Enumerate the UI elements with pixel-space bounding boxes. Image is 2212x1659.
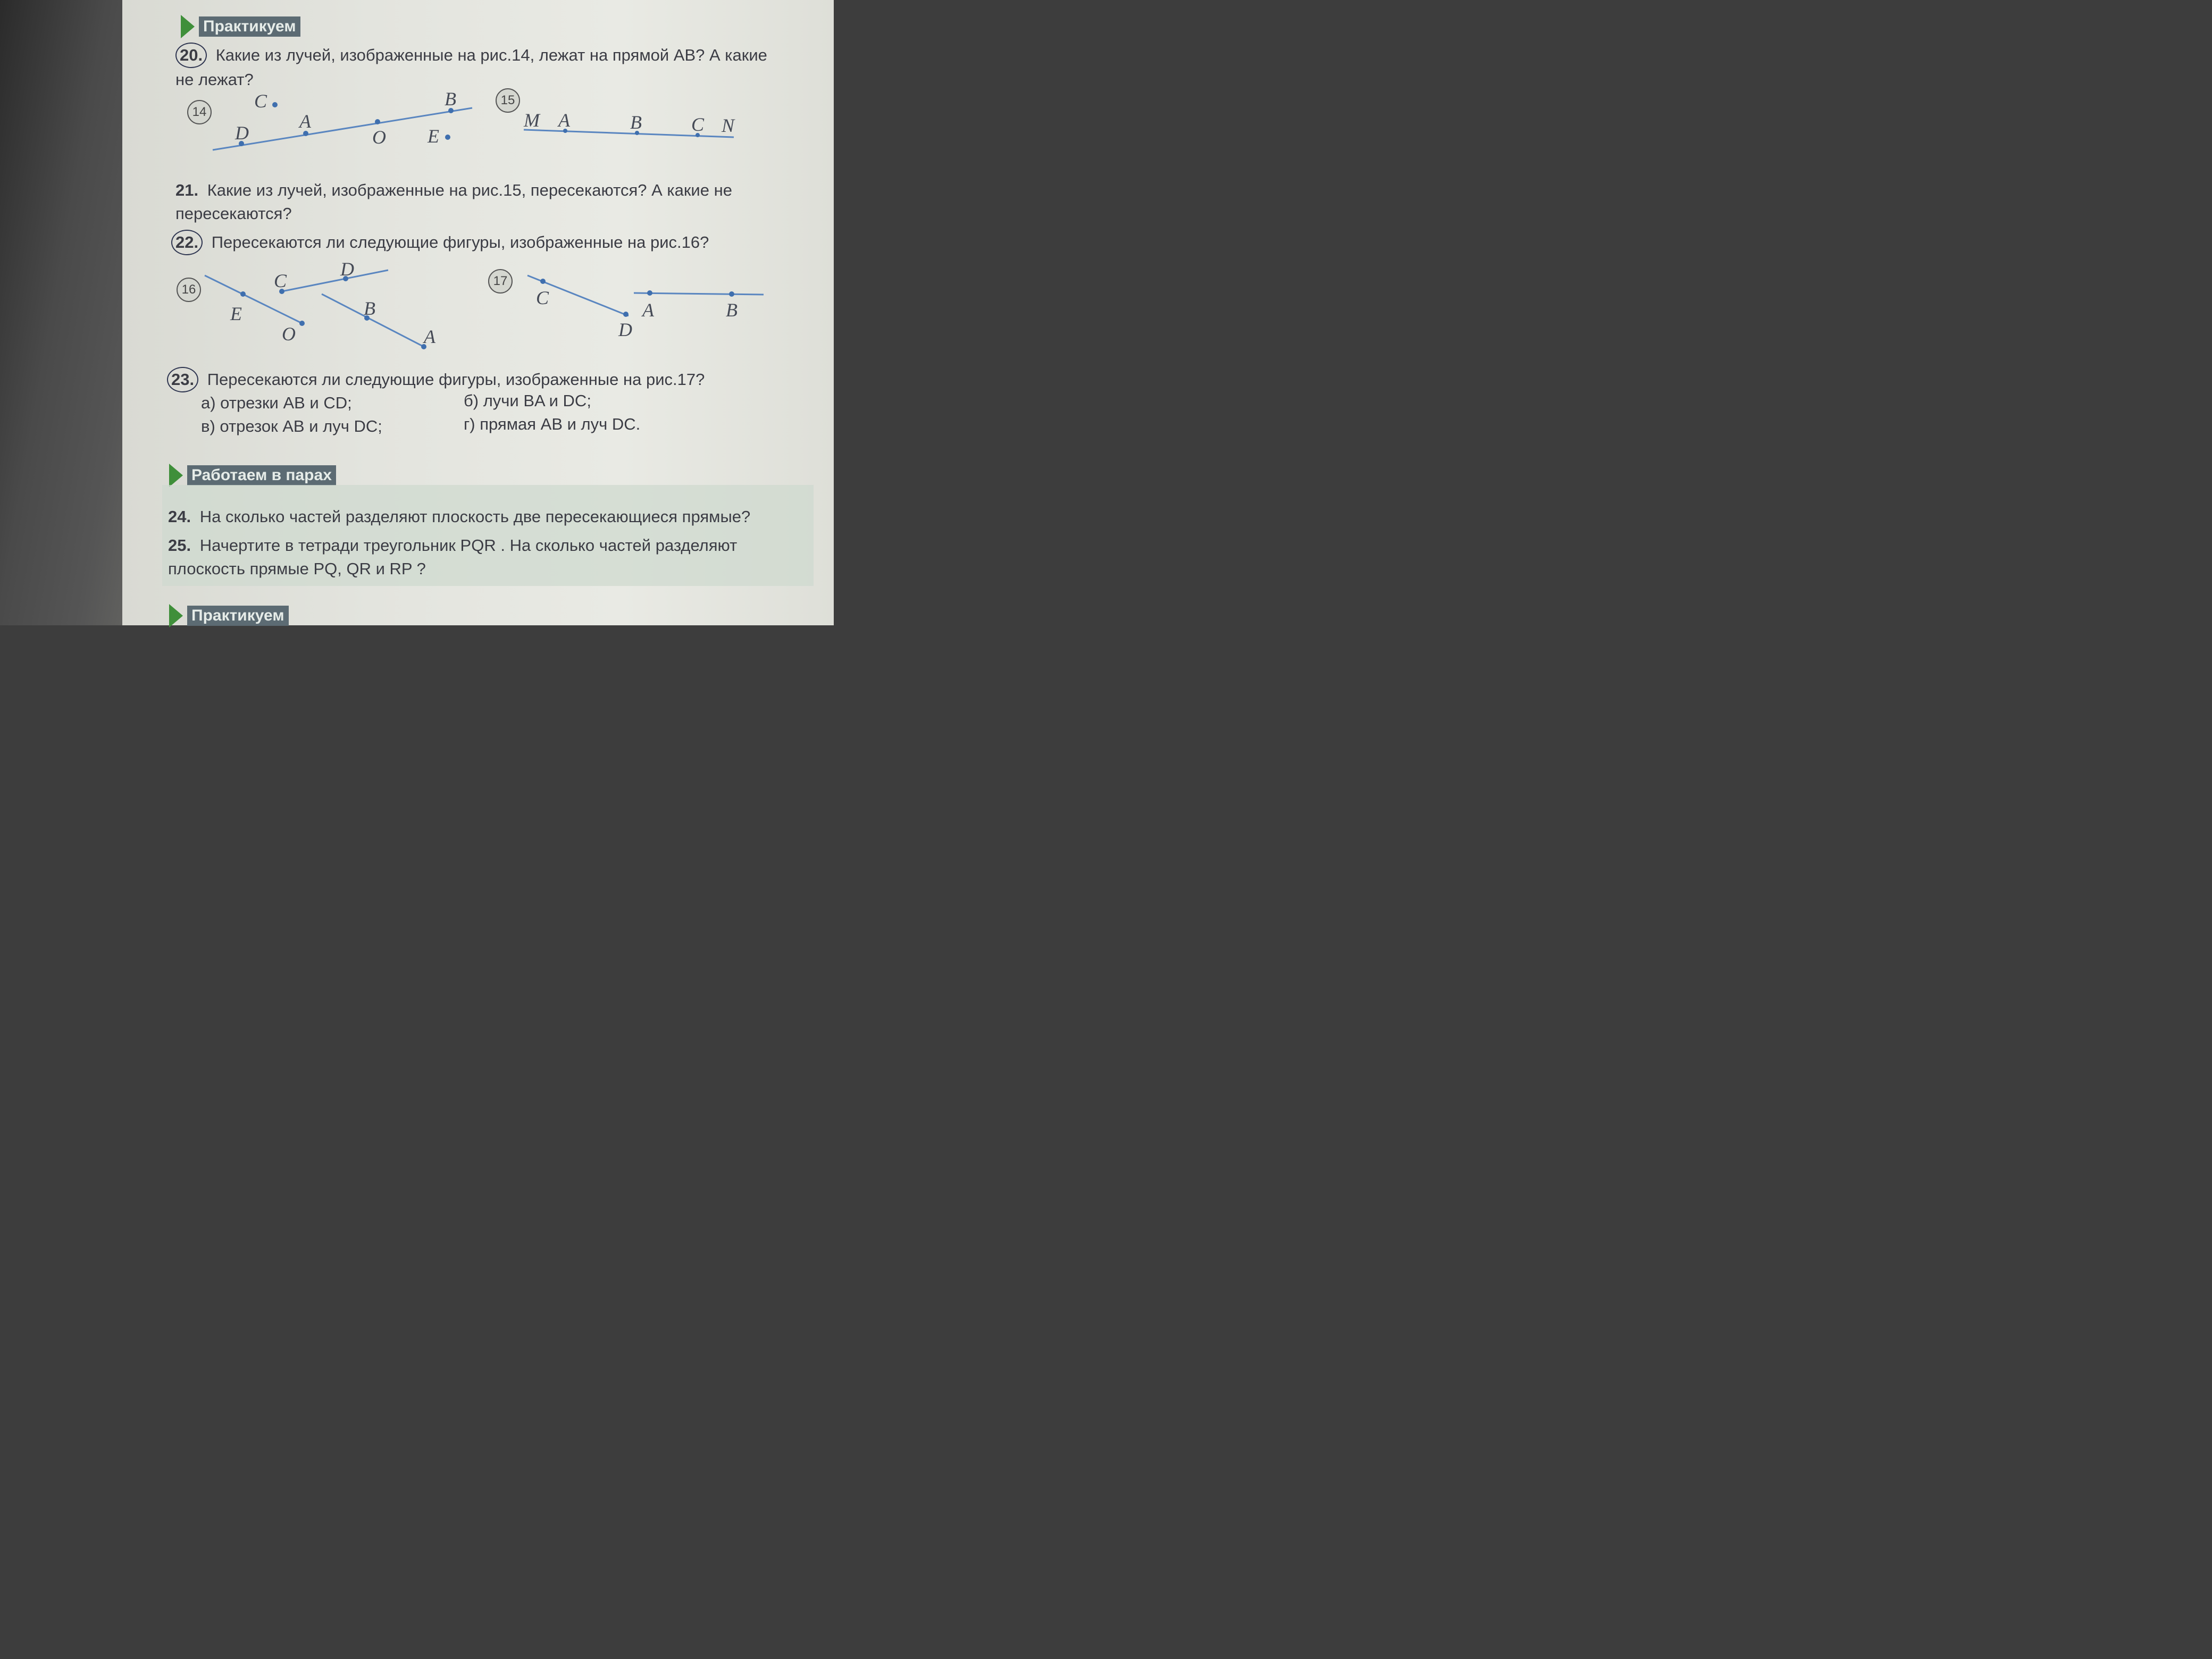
label-a: A	[299, 111, 311, 132]
task-text: Начертите в тетради треугольник PQR . На сколько частей разделяют плоскость прямые PQ, QR и RP ?	[168, 536, 738, 578]
label-n: N	[722, 115, 735, 136]
point-c	[272, 102, 278, 107]
task-number: 20.	[175, 43, 207, 68]
section-header-pairs	[169, 464, 336, 487]
segment-eo	[205, 275, 302, 323]
figure-15	[523, 110, 735, 137]
task-24	[168, 505, 811, 529]
chevron-icon	[169, 604, 183, 627]
ray-cd	[282, 270, 388, 291]
point-b	[729, 291, 734, 297]
label-a: A	[558, 110, 570, 131]
label-o: O	[282, 323, 296, 345]
figure-badge-17: 17	[488, 269, 513, 294]
task-number: 24.	[168, 507, 191, 526]
figure-badge-15: 15	[496, 88, 520, 113]
point-e	[445, 135, 450, 140]
point-d	[623, 312, 629, 317]
section-title: Работаем в парах	[187, 465, 336, 485]
label-b: B	[630, 112, 642, 133]
task-number: 23.	[167, 367, 198, 392]
task-text: Пересекаются ли следующие фигуры, изображенные на рис.16?	[211, 233, 709, 252]
figure-17	[527, 275, 764, 340]
task-22	[171, 230, 777, 255]
task-number: 21.	[175, 181, 199, 199]
label-c: C	[254, 90, 267, 112]
figure-16	[205, 258, 436, 349]
label-a: A	[642, 299, 654, 321]
label-a: A	[424, 326, 435, 347]
point-o	[375, 119, 380, 124]
figure-14	[213, 88, 472, 150]
label-c: C	[691, 114, 705, 135]
task-number: 25.	[168, 536, 191, 555]
section-header-practice-bottom	[169, 604, 289, 627]
segment-ab	[634, 293, 764, 295]
task-text: Какие из лучей, изображенные на рис.15, пересекаются? А какие не пересекаются?	[175, 181, 732, 223]
figure-badge-14: 14	[187, 100, 212, 124]
label-c: C	[274, 270, 287, 291]
task-number: 22.	[171, 230, 203, 255]
figure-badge-16: 16	[177, 278, 201, 302]
point-a	[647, 290, 652, 296]
label-m: M	[524, 110, 540, 131]
label-e: E	[428, 125, 439, 147]
label-e: E	[230, 303, 242, 324]
point-c	[540, 279, 546, 284]
task-23-option-a: а) отрезки AB и CD;	[201, 393, 352, 412]
task-text: Какие из лучей, изображенные на рис.14, лежат на прямой AB? А какие не лежат?	[175, 46, 767, 89]
label-b: B	[364, 298, 375, 319]
point-o	[299, 321, 305, 326]
section-title: Практикуем	[187, 606, 289, 626]
task-23-option-g: г) прямая AB и луч DC.	[464, 415, 641, 433]
task-23	[167, 367, 773, 392]
label-d: D	[235, 122, 249, 144]
chevron-icon	[169, 464, 183, 487]
label-d: D	[618, 319, 632, 340]
task-text: Пересекаются ли следующие фигуры, изображенные на рис.17?	[207, 370, 705, 389]
task-23-option-v: в) отрезок AB и луч DC;	[201, 417, 382, 435]
task-23-option-b: б) лучи BA и DC;	[464, 391, 591, 410]
label-b: B	[445, 88, 456, 110]
task-text: На сколько частей разделяют плоскость две пересекающиеся прямые?	[199, 507, 751, 526]
label-d: D	[340, 258, 354, 280]
label-b: B	[726, 299, 738, 321]
task-21	[175, 179, 782, 225]
label-c: C	[536, 287, 549, 308]
task-25	[168, 534, 801, 581]
point-e	[240, 291, 246, 297]
label-o: O	[372, 127, 386, 148]
section-title: Практикуем	[199, 16, 300, 37]
